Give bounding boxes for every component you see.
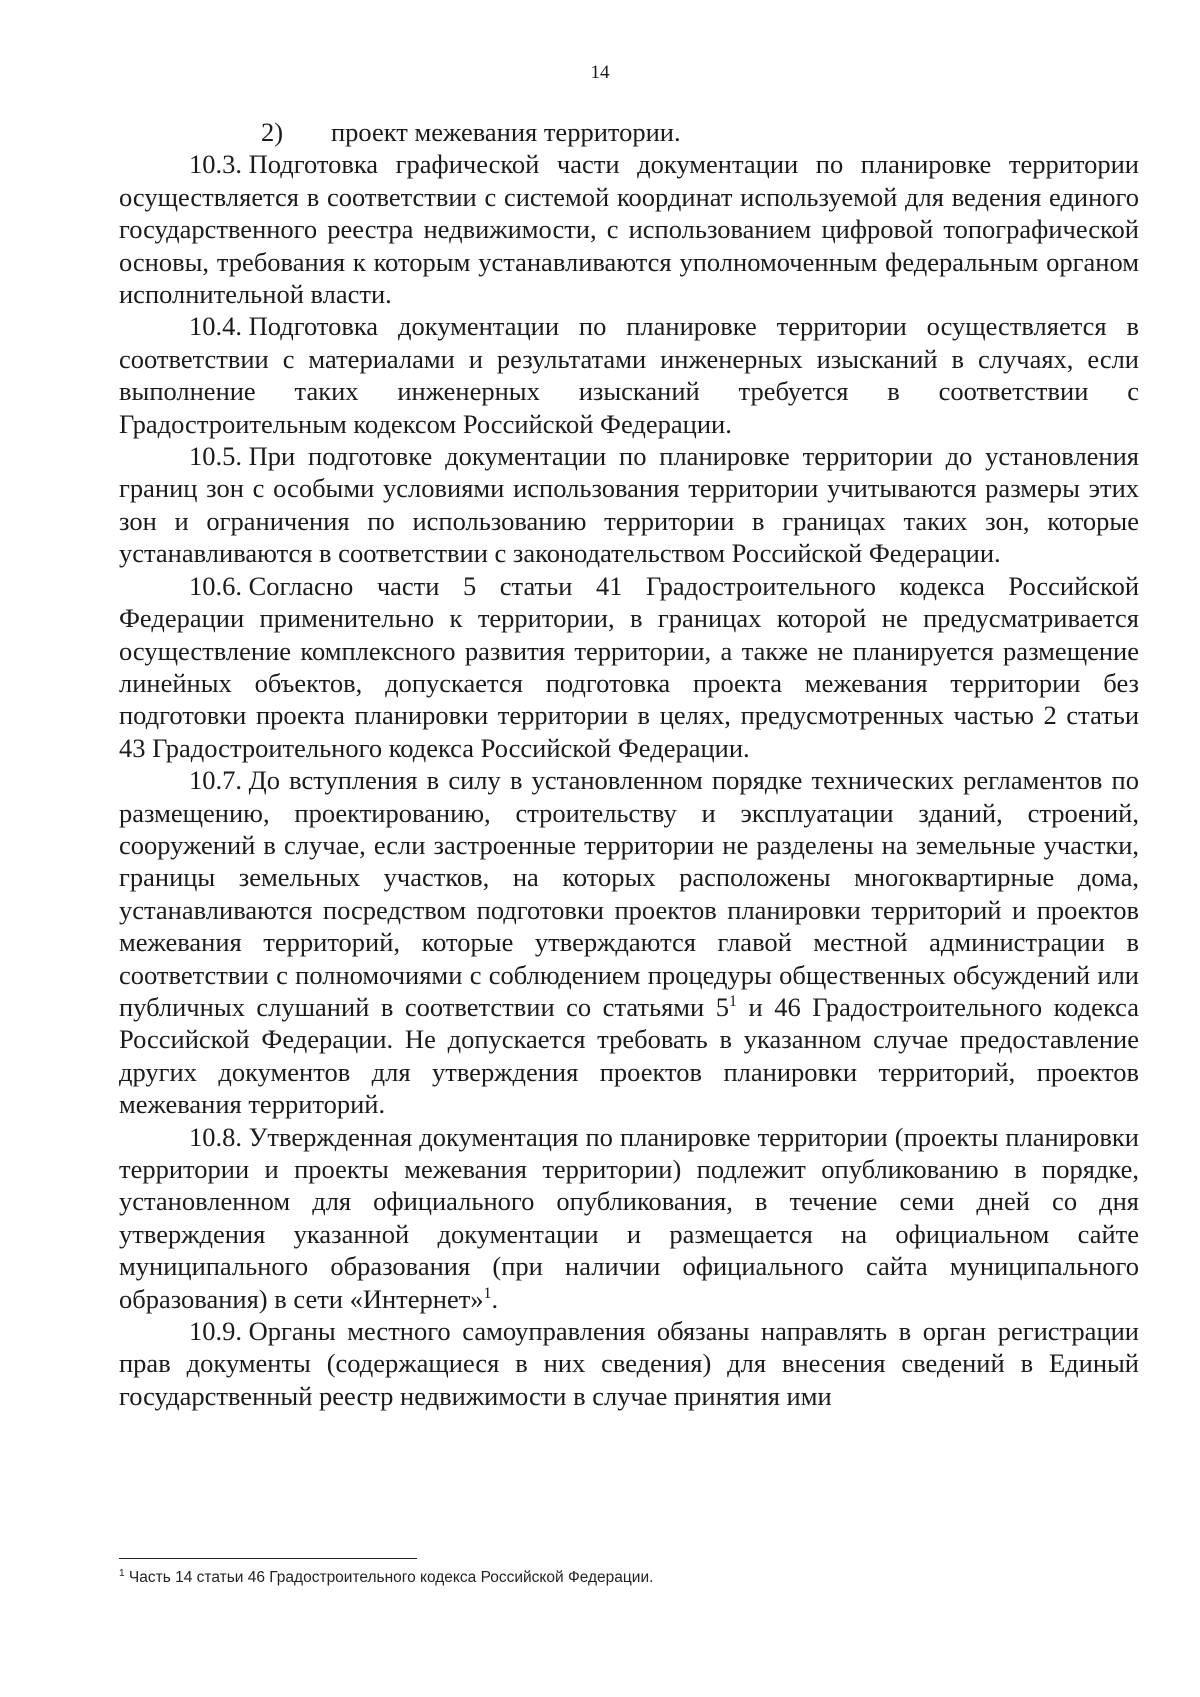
footnote xyxy=(119,1568,1139,1588)
list-item-number: 2) xyxy=(261,117,284,147)
paragraph-text: При подготовке документации по планировке территории до установления границ зон с особыми условиями использования территории учитываются размеры этих зон и ограничения по использованию территории в границах таких зон, которые устанавливаются в соответствии с законодательством Российской Федерации. xyxy=(119,441,1139,569)
paragraph-10-8 xyxy=(119,1121,1139,1315)
paragraph-text: Подготовка графической части документации по планировке территории осуществляется в соответствии с системой координат используемой для ведения единого государственного реестра недвижимости, с использованием цифровой топографической основы, требования к которым устанавливаются уполномоченным федеральным органом исполнительной власти. xyxy=(119,149,1139,310)
paragraph-text-continued: и 46 Градостроительного кодекса Российской Федерации. Не допускается требовать в указанном случае предоставление других документов для утверждения проектов планировки территорий, проектов межевания территорий. xyxy=(119,991,1140,1120)
superscript: 1 xyxy=(729,993,737,1011)
list-item xyxy=(119,116,1139,148)
paragraph-text: Утвержденная документация по планировке территории (проекты планировки территории и проекты межевания территории) подлежит опубликованию в порядке, установленном для официального опубликования, в течение семи дней со дня утверждения указанной документации и размещается на официальном сайте муниципального образования (при наличии официального сайта муниципального образования) в сети «Интернет» xyxy=(119,1121,1139,1314)
paragraph-text: Согласно части 5 статьи 41 Градостроительного кодекса Российской Федерации применительно к территории, в границах которой не предусматривается осуществление комплексного развития территории, а также не планируется размещение линейных объектов, допускается подготовка проекта межевания территории без подготовки проекта планировки территории в целях, предусмотренных частью 2 статьи 43 Градостроительного кодекса Российской Федерации. xyxy=(119,570,1139,763)
paragraph-10-6 xyxy=(119,570,1139,764)
paragraph-number: 10.5. xyxy=(189,441,242,472)
paragraph-text: До вступления в силу в установленном порядке технических регламентов по размещению, проектированию, строительству и эксплуатации зданий, строений, сооружений в случае, если застроенные территории не разделены на земельные участки, границы земельных участков, на которых расположены многоквартирные дома, устанавливаются посредством подготовки проектов планировки территорий и проектов межевания территорий, которые утверждаются главой местной администрации в соответствии с полномочиями с соблюдением процедуры общественных обсуждений или публичных слушаний в соответствии со статьями 5 xyxy=(119,765,1139,1022)
page-number: 14 xyxy=(590,62,610,83)
paragraph-text-continued: . xyxy=(491,1283,499,1314)
paragraph-10-9 xyxy=(119,1315,1139,1412)
paragraph-text: Органы местного самоуправления обязаны направлять в орган регистрации прав документы (содержащиеся в них сведения) для внесения сведений в Единый государственный реестр недвижимости в случае принятия ими xyxy=(119,1316,1139,1411)
footnote-reference[interactable]: 1 xyxy=(483,1284,492,1302)
footnote-divider xyxy=(119,1558,417,1559)
document-body xyxy=(119,116,1139,1412)
paragraph-text: Подготовка документации по планировке территории осуществляется в соответствии с материалами и результатами инженерных изысканий в случаях, если выполнение таких инженерных изысканий требуется в соответствии с Градостроительным кодексом Российской Федерации. xyxy=(119,311,1139,439)
paragraph-number: 10.7. xyxy=(189,765,242,796)
paragraph-number: 10.3. xyxy=(189,149,242,180)
paragraph-10-5 xyxy=(119,440,1139,570)
paragraph-number: 10.6. xyxy=(189,570,242,601)
paragraph-10-4 xyxy=(119,310,1139,440)
paragraph-10-3 xyxy=(119,148,1139,310)
paragraph-number: 10.4. xyxy=(189,311,242,342)
paragraph-number: 10.9. xyxy=(189,1316,242,1347)
paragraph-number: 10.8. xyxy=(189,1121,242,1152)
footnote-text: Часть 14 статьи 46 Градостроительного кодекса Российской Федерации. xyxy=(124,1569,654,1586)
list-item-text: проект межевания территории. xyxy=(331,117,681,147)
footnote-mark: 1 xyxy=(119,1567,125,1579)
paragraph-10-7 xyxy=(119,764,1139,1120)
